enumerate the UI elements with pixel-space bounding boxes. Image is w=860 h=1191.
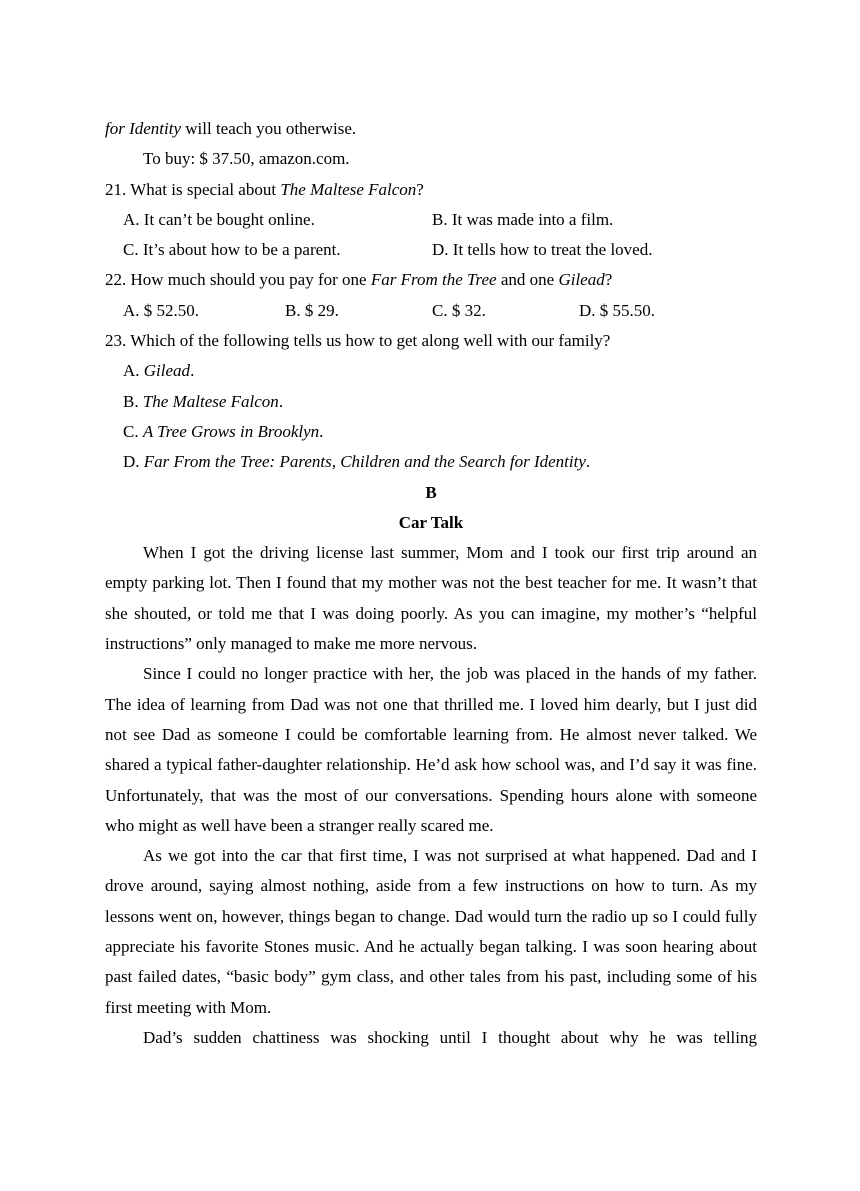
- book-title: Gilead: [558, 270, 605, 290]
- section-letter: B: [425, 482, 437, 502]
- option-c: C. A Tree Grows in Brooklyn.: [123, 421, 324, 441]
- passage: [105, 538, 757, 1053]
- question-21-options-row-2: [105, 235, 757, 265]
- option-b: B. It was made into a film.: [432, 209, 614, 229]
- option-a: A. Gilead.: [123, 361, 195, 381]
- question-22-options: [105, 296, 757, 326]
- question-21-options-row-1: [105, 205, 757, 235]
- page-content: [105, 114, 757, 1053]
- section-title: Car Talk: [398, 512, 464, 532]
- purchase-info: To buy: $ 37.50, amazon.com.: [143, 149, 350, 169]
- paragraph: Dad’s sudden chattiness was shocking until I thought about why he was telling: [143, 1027, 757, 1047]
- book-title: for Identity: [105, 119, 182, 138]
- option-a: A. It can’t be bought online.: [123, 209, 315, 229]
- question-23: 23. Which of the following tells us how to get along well with our family?: [105, 331, 611, 351]
- option-b: B. $ 29.: [285, 300, 339, 320]
- option-d: D. Far From the Tree: Parents, Children and the Search for Identity.: [123, 452, 591, 472]
- option-d: D. It tells how to treat the loved.: [432, 240, 653, 260]
- question-21: 21. What is special about The Maltese Falcon?: [105, 179, 424, 199]
- paragraph: When I got the driving license last summer, Mom and I took our first trip around an empty parking lot. Then I found that my mother was not the best teacher for me. It wasn’t that she shouted, or told me that I was doing poorly. As you can imagine, my mother’s “helpful instructions” only managed to make me more nervous.: [105, 543, 757, 654]
- option-a: A. $ 52.50.: [123, 300, 200, 320]
- paragraph: Since I could no longer practice with her, the job was placed in the hands of my father. The idea of learning from Dad was not one that thrilled me. I loved him dearly, but I just did not see Dad as someone I could be comfortable learning from. He almost never talked. We shared a typical father-daughter relationship. He’d ask how school was, and I’d say it was fine. Unfortunately, that was the most of our conversations. Spending hours alone with someone who might as well have been a stranger really scared me.: [105, 664, 757, 835]
- option-b: B. The Maltese Falcon.: [123, 391, 284, 411]
- question-22: 22. How much should you pay for one Far From the Tree and one Gilead?: [105, 270, 613, 290]
- continuation-line: for Identity will teach you otherwise.: [105, 119, 357, 138]
- book-title: Far From the Tree: [370, 270, 497, 290]
- option-c: C. It’s about how to be a parent.: [123, 240, 341, 260]
- option-d: D. $ 55.50.: [579, 300, 656, 320]
- book-title: The Maltese Falcon: [280, 179, 417, 199]
- paragraph: As we got into the car that first time, I was not surprised at what happened. Dad and I drove around, saying almost nothing, aside from a few instructions on how to turn. As my lessons went on, however, things began to change. Dad would turn the radio up so I could fully appreciate his favorite Stones music. And he actually began talking. I was soon hearing about past failed dates, “basic body” gym class, and other tales from his past, including some of his first meeting with Mom.: [105, 846, 757, 1017]
- option-c: C. $ 32.: [432, 300, 486, 320]
